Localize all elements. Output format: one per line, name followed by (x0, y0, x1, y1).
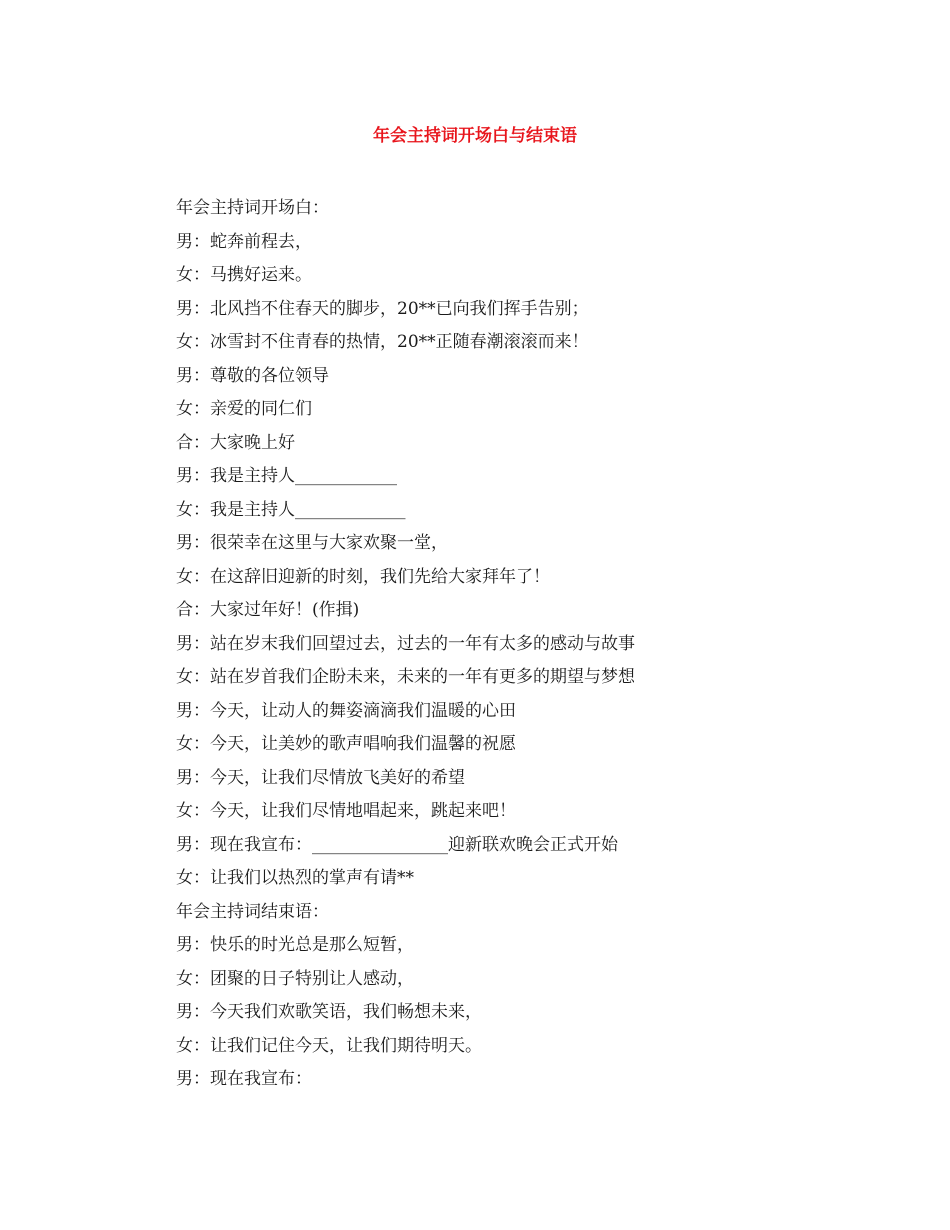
text-line: 男：快乐的时光总是那么短暂， (176, 935, 414, 955)
document-body (176, 192, 816, 1097)
text-line: 女：团聚的日子特别让人感动， (176, 968, 414, 989)
text-line: 女：在这辞旧迎新的时刻，我们先给大家拜年了！ (176, 566, 550, 587)
text-line: 女：让我们记住今天，让我们期待明天。 (176, 1035, 482, 1056)
text-line: 女：站在岁首我们企盼未来，未来的一年有更多的期望与梦想 (176, 667, 635, 687)
text-line: 女：马携好运来。 (176, 265, 312, 285)
text-line: 年会主持词开场白： (176, 198, 329, 218)
text-line: 男：站在岁末我们回望过去，过去的一年有太多的感动与故事 (176, 633, 635, 654)
text-line: 男：很荣幸在这里与大家欢聚一堂， (176, 533, 448, 553)
text-line: 女：今天，让美妙的歌声唱响我们温馨的祝愿 (176, 734, 516, 754)
text-line: 女：我是主持人_____________ (176, 499, 406, 520)
text-line: 男：现在我宣布： (176, 1069, 312, 1089)
text-line: 男：尊敬的各位领导 (176, 365, 329, 386)
text-line: 男：今天，让我们尽情放飞美好的希望 (176, 767, 465, 788)
text-line: 女：今天，让我们尽情地唱起来，跳起来吧！ (176, 801, 516, 821)
text-line: 男：蛇奔前程去， (176, 231, 312, 252)
text-line: 女：冰雪封不住青春的热情，20**正随春潮滚滚而来！ (176, 332, 589, 352)
text-line: 女：亲爱的同仁们 (176, 399, 312, 419)
text-line: 合：大家过年好！(作揖) (176, 600, 360, 620)
text-line: 男：今天，让动人的舞姿滴滴我们温暖的心田 (176, 700, 516, 721)
text-line: 年会主持词结束语： (176, 901, 329, 922)
text-line: 男：北风挡不住春天的脚步，20**已向我们挥手告别； (176, 298, 589, 319)
text-line: 男：我是主持人____________ (176, 466, 397, 486)
text-line: 合：大家晚上好 (176, 432, 295, 453)
text-line: 女：让我们以热烈的掌声有请** (176, 868, 414, 888)
text-line: 男：现在我宣布：________________迎新联欢晚会正式开始 (176, 834, 618, 855)
document-title: 年会主持词开场白与结束语 (373, 126, 577, 146)
text-line: 男：今天我们欢歌笑语，我们畅想未来， (176, 1002, 482, 1022)
